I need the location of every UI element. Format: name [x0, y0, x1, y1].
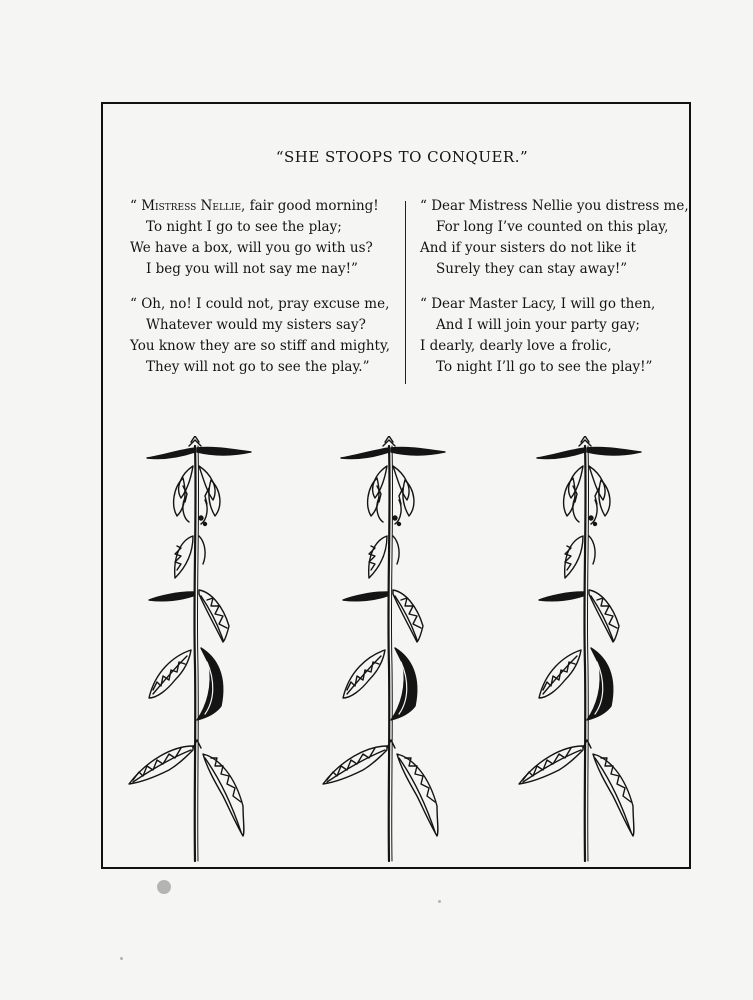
paper-speck — [120, 957, 123, 960]
line-rest: , fair good morning! — [241, 198, 379, 214]
stanza — [420, 294, 685, 378]
paper-speck — [157, 880, 171, 894]
line-open-quote: “ — [130, 198, 142, 214]
poem-line: I beg you will not say me nay!” — [146, 261, 358, 277]
column-divider — [405, 201, 406, 384]
poem-title: “SHE STOOPS TO CONQUER.” — [275, 148, 529, 166]
poem-line: To night I’ll go to see the play!” — [436, 359, 653, 375]
poem-line: They will not go to see the play.” — [146, 359, 370, 375]
right-column — [420, 196, 689, 392]
poem-line: And I will join your party gay; — [436, 317, 640, 333]
poem-line: “ Oh, no! I could not, pray excuse me, — [130, 296, 390, 312]
poem-line: Surely they can stay away!” — [436, 261, 628, 277]
paper-speck — [438, 900, 441, 903]
poem-line: Whatever would my sisters say? — [146, 317, 366, 333]
poem-line — [130, 196, 400, 217]
poem-line: I dearly, dearly love a frolic, — [420, 338, 612, 354]
nettle-plant-illustration — [125, 436, 255, 866]
poem-line: And if your sisters do not like it — [420, 240, 636, 256]
left-column — [130, 196, 400, 392]
plant-illustrations — [103, 436, 689, 866]
stanza — [420, 196, 689, 280]
poem-line: We have a box, will you go with us? — [130, 240, 373, 256]
addressee-name: Mistress Nellie — [141, 198, 242, 214]
stanza — [130, 294, 400, 378]
page-frame — [101, 102, 691, 869]
nettle-plant-illustration — [515, 436, 645, 866]
stanza — [130, 196, 400, 280]
poem-line: “ Dear Master Lacy, I will go then, — [420, 296, 656, 312]
poem-line: You know they are so stiff and mighty, — [130, 338, 391, 354]
poem-line: For long I’ve counted on this play, — [436, 219, 669, 235]
nettle-plant-illustration — [319, 436, 449, 866]
poem-line: To night I go to see the play; — [146, 219, 342, 235]
poem-line: “ Dear Mistress Nellie you distress me, — [420, 198, 689, 214]
